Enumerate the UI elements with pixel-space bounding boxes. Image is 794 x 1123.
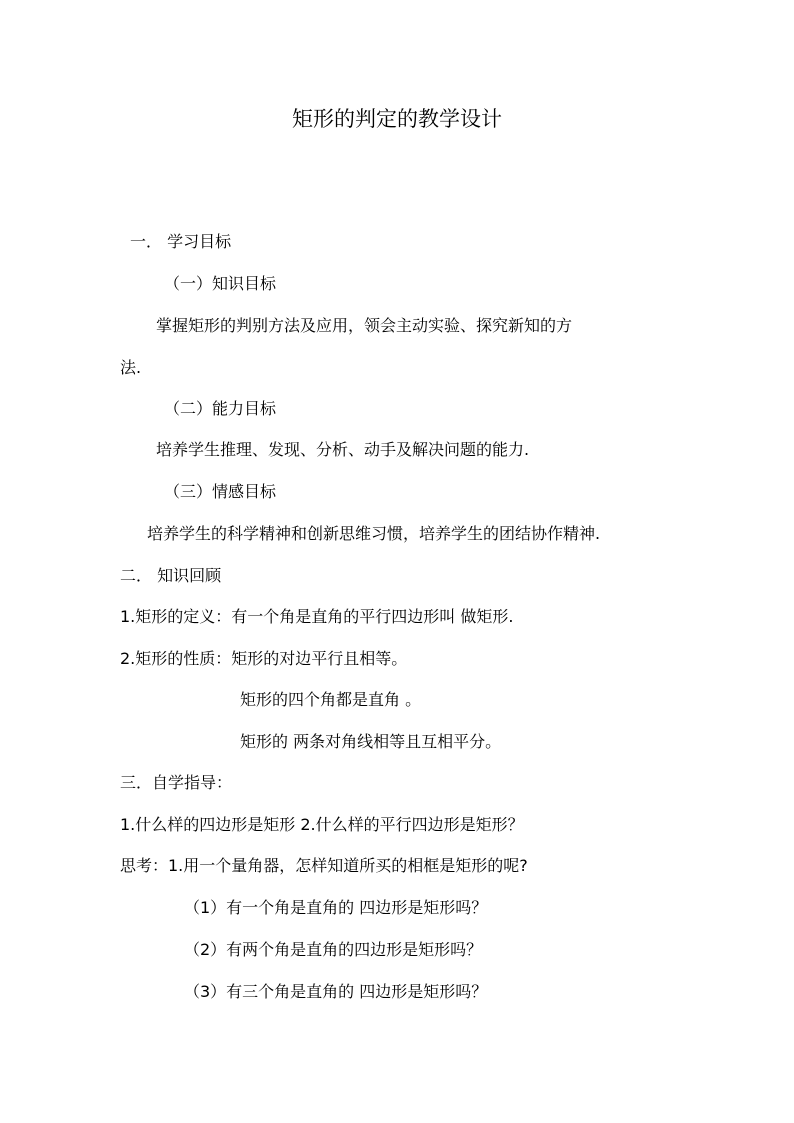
paragraph-emotion-goal: 培养学生的科学精神和创新思维习惯，培养学生的团结协作精神.: [147, 524, 601, 543]
section-heading-2: 二． 知识回顾: [120, 566, 222, 585]
document-title: 矩形的判定的教学设计: [292, 107, 502, 131]
paragraph-rectangle-angles: 矩形的四个角都是直角 。: [240, 690, 422, 709]
paragraph-think: 思考：1.用一个量角器，怎样知道所买的相框是矩形的呢?: [120, 856, 528, 875]
paragraph-rectangle-properties: 2.矩形的性质：矩形的对边平行且相等。: [120, 649, 408, 668]
paragraph-rectangle-diagonals: 矩形的 两条对角线相等且互相平分。: [240, 732, 502, 751]
subheading-knowledge-goal: （一）知识目标: [164, 274, 277, 293]
question-3: （3）有三个角是直角的 四边形是矩形吗？: [184, 982, 488, 1001]
question-2: （2）有两个角是直角的四边形是矩形吗？: [184, 940, 483, 959]
paragraph-self-study-questions: 1.什么样的四边形是矩形 2.什么样的平行四边形是矩形？: [120, 815, 524, 834]
subheading-ability-goal: （二）能力目标: [164, 399, 277, 418]
question-1: （1）有一个角是直角的 四边形是矩形吗？: [184, 898, 488, 917]
subheading-emotion-goal: （三）情感目标: [164, 482, 277, 501]
paragraph-knowledge-goal-cont: 法.: [120, 358, 142, 377]
paragraph-knowledge-goal: 掌握矩形的判别方法及应用，领会主动实验、探究新知的方: [156, 316, 573, 335]
section-heading-3: 三．自学指导：: [120, 773, 233, 792]
section-heading-1: 一． 学习目标: [130, 232, 232, 251]
paragraph-rectangle-definition: 1.矩形的定义：有一个角是直角的平行四边形叫 做矩形.: [120, 607, 514, 626]
paragraph-ability-goal: 培养学生推理、发现、分析、动手及解决问题的能力.: [156, 440, 530, 459]
